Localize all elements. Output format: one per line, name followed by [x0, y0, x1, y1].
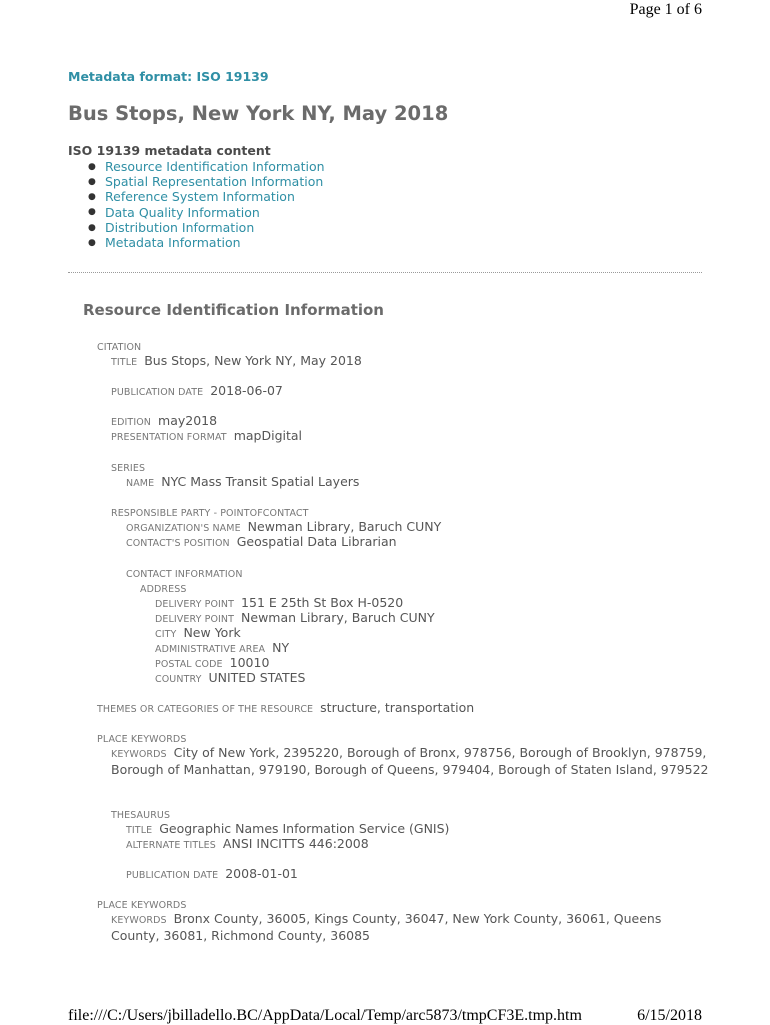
metadata-format-label: Metadata format: ISO 19139	[68, 69, 269, 84]
contact-position-row: CONTACT'S POSITION Geospatial Data Librarian	[126, 534, 397, 549]
postal-code-row: POSTAL CODE 10010	[155, 655, 270, 670]
bullet-icon: ●	[88, 161, 96, 172]
toc-list	[68, 159, 325, 250]
toc-link-spatial-representation[interactable]: ● Spatial Representation Information	[88, 174, 324, 190]
edition-row: EDITION may2018	[111, 413, 218, 428]
citation-label: CITATION	[97, 342, 142, 353]
alternate-titles-row: ALTERNATE TITLES ANSI INCITTS 446:2008	[126, 836, 369, 851]
delivery-point-value-2: Newman Library, Baruch CUNY	[241, 610, 435, 625]
citation-title-row: TITLE Bus Stops, New York NY, May 2018	[111, 353, 362, 368]
postal-code-value: 10010	[229, 655, 270, 670]
delivery-point-row-1: DELIVERY POINT 151 E 25th St Box H-0520	[155, 595, 404, 610]
place-keywords-value: City of New York, 2395220, Borough of Bronx, 978756, Borough of Brooklyn, 978759, Borough of Manhattan, 979190, Borough of Queens, 979404, Borough of Staten Island, 979522	[111, 745, 709, 777]
page-number: Page 1 of 6	[629, 1, 702, 18]
delivery-point-value-1: 151 E 25th St Box H-0520	[241, 595, 404, 610]
responsible-party-label: RESPONSIBLE PARTY - POINTOFCONTACT	[111, 508, 309, 519]
place-keywords-row-2: KEYWORDS Bronx County, 36005, Kings County, 36047, New York County, 36061, Queens County, 36081, Richmond County, 36085	[111, 911, 662, 943]
section-divider	[68, 272, 702, 273]
place-keywords-label-2: PLACE KEYWORDS	[97, 900, 187, 911]
section-title: Resource Identification Information	[83, 301, 384, 319]
toc-heading: ISO 19139 metadata content	[68, 143, 271, 158]
presentation-format-row: PRESENTATION FORMAT mapDigital	[111, 428, 303, 443]
contact-information-label: CONTACT INFORMATION	[126, 569, 243, 580]
thesaurus-title-row: TITLE Geographic Names Information Service (GNIS)	[126, 821, 450, 836]
organization-value: Newman Library, Baruch CUNY	[247, 519, 442, 534]
footer-file-path: file:///C:/Users/jbilladello.BC/AppData/Local/Temp/arc5873/tmpCF3E.tmp.htm	[68, 1007, 582, 1024]
place-keywords-label: PLACE KEYWORDS	[97, 734, 187, 745]
series-name-value: NYC Mass Transit Spatial Layers	[161, 474, 360, 489]
thesaurus-title-value: Geographic Names Information Service (GNIS)	[159, 821, 450, 836]
table-of-contents	[68, 143, 325, 250]
citation-pubdate-row: PUBLICATION DATE 2018-06-07	[111, 383, 283, 398]
themes-value: structure, transportation	[320, 700, 475, 715]
thesaurus-label: THESAURUS	[111, 810, 171, 821]
delivery-point-row-2: DELIVERY POINT Newman Library, Baruch CUNY	[155, 610, 435, 625]
presentation-format-value: mapDigital	[233, 428, 303, 443]
bullet-icon: ●	[88, 237, 96, 248]
series-name-row: NAME NYC Mass Transit Spatial Layers	[126, 474, 360, 489]
place-keywords-value-2: Bronx County, 36005, Kings County, 36047, New York County, 36061, Queens County, 36081, Richmond County, 36085	[111, 911, 662, 943]
country-value: UNITED STATES	[208, 670, 306, 685]
alternate-titles-value: ANSI INCITTS 446:2008	[222, 836, 369, 851]
document-title: Bus Stops, New York NY, May 2018	[68, 102, 449, 125]
administrative-area-row: ADMINISTRATIVE AREA NY	[155, 640, 290, 655]
footer-date: 6/15/2018	[637, 1007, 702, 1024]
toc-link-data-quality[interactable]: ● Data Quality Information	[88, 204, 260, 220]
bullet-icon: ●	[88, 177, 96, 188]
thesaurus-pubdate-value: 2008-01-01	[225, 866, 298, 881]
citation-title-value: Bus Stops, New York NY, May 2018	[144, 353, 362, 368]
bullet-icon: ●	[88, 222, 96, 233]
citation-pubdate-value: 2018-06-07	[210, 383, 283, 398]
themes-row: THEMES OR CATEGORIES OF THE RESOURCE structure, transportation	[97, 700, 475, 715]
toc-link-reference-system[interactable]: ● Reference System Information	[88, 189, 295, 205]
place-keywords-row: KEYWORDS City of New York, 2395220, Borough of Bronx, 978756, Borough of Brooklyn, 978759, Borough of Manhattan, 979190, Borough of Queens, 979404, Borough of Staten Island, 979522	[111, 745, 709, 777]
bullet-icon: ●	[88, 207, 96, 218]
contact-position-value: Geospatial Data Librarian	[236, 534, 397, 549]
address-label: ADDRESS	[140, 584, 187, 595]
country-row: COUNTRY UNITED STATES	[155, 670, 306, 685]
toc-link-distribution[interactable]: ● Distribution Information	[88, 219, 255, 235]
bullet-icon: ●	[88, 192, 96, 203]
edition-value: may2018	[158, 413, 218, 428]
administrative-area-value: NY	[272, 640, 290, 655]
series-label: SERIES	[111, 463, 146, 474]
toc-link-resource-identification[interactable]: ● Resource Identification Information	[88, 159, 325, 174]
toc-link-metadata[interactable]: ● Metadata Information	[88, 234, 241, 250]
organization-row: ORGANIZATION'S NAME Newman Library, Baruch CUNY	[126, 519, 442, 534]
thesaurus-pubdate-row: PUBLICATION DATE 2008-01-01	[126, 866, 298, 881]
city-row: CITY New York	[155, 625, 241, 640]
city-value: New York	[183, 625, 241, 640]
